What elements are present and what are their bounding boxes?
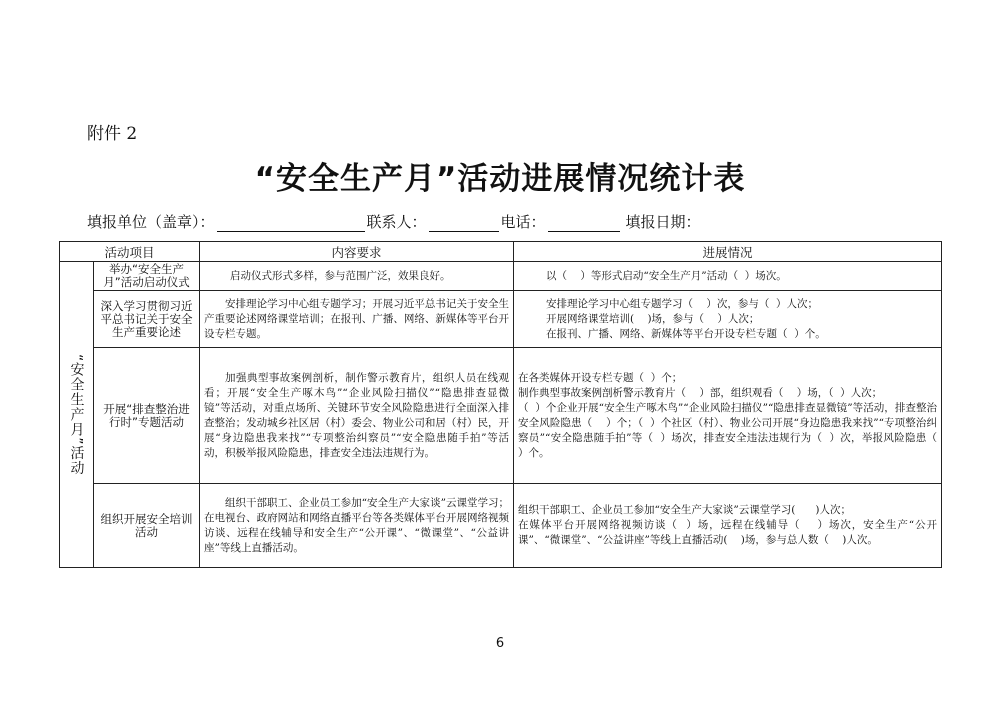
- progress-cell: 在各类媒体开设专栏专题（ ）个； 制作典型事故案例剖析警示教育片（ ）部，组织观看（ ）场，（ ）人次； （ ）个企业开展“安全生产啄木鸟”“企业风险扫描仪”“隐患排查显微镜”等活动，排查整治安全风险隐患（ ）个；（ ）个社区（村）、物业公司开展“身边隐患我来找”“专项整治纠察员”“安全隐患随手拍”等（ ）场次，排查安全违法违规行为（ ）次，举报风险隐患（ ）个。: [514, 348, 942, 484]
- date-label: 填报日期：: [625, 213, 701, 231]
- attachment-label: 附件 2: [87, 124, 138, 144]
- unit-label: 填报单位（盖章）：: [87, 213, 215, 231]
- page-title: “安全生产月”活动进展情况统计表: [254, 161, 746, 197]
- progress-cell: 组织干部职工、企业员工参加“安全生产大家谈”云课堂学习( )人次； 在媒体平台开展网络视频访谈（ ）场，远程在线辅导（ ）场次，安全生产“公开课”、“微课堂”、“公益讲座”等线上直播活动( )场，参与总人数（ )人次。: [514, 484, 942, 568]
- requirement-cell: 启动仪式形式多样，参与范围广泛，效果良好。: [200, 262, 514, 291]
- header-row: [60, 242, 942, 262]
- requirement-cell: 加强典型事故案例剖析，制作警示教育片，组织人员在线观看；开展“安全生产啄木鸟”“企业风险扫描仪”“隐患排查显微镜”等活动，对重点场所、关键环节安全风险隐患进行全面深入排查整治；发动城乡社区居（村）委会、物业公司和居（村）民，开展“身边隐患我来找”“专项整治纠察员”“安全隐患随手拍”等活动，积极举报风险隐患，排查安全违法违规行为。: [200, 348, 514, 484]
- progress-cell: 安排理论学习中心组专题学习（ ）次，参与（ ）人次； 开展网络课堂培训( )场，参与（ ）人次； 在报刊、广播、网络、新媒体等平台开设专栏专题（ ）个。: [514, 291, 942, 348]
- item-cell: 深入学习贯彻习近平总书记关于安全生产重要论述: [94, 291, 200, 348]
- header-progress: 进展情况: [514, 242, 942, 262]
- table-row: [60, 262, 942, 291]
- contact-blank: [429, 215, 499, 232]
- phone-blank: [548, 215, 620, 232]
- unit-blank: [217, 215, 365, 232]
- contact-label: 联系人：: [366, 213, 427, 231]
- category-cell: [60, 262, 94, 568]
- item-cell: 开展“排查整治进行时”专题活动: [94, 348, 200, 484]
- page-number: 6: [495, 636, 505, 651]
- progress-cell: 以（ ）等形式启动“安全生产月”活动（ ）场次。: [514, 262, 942, 291]
- fill-in-row: [87, 211, 701, 232]
- statistics-table: [59, 241, 942, 568]
- requirement-cell: 组织干部职工、企业员工参加“安全生产大家谈”云课堂学习；在电视台、政府网站和网络直播平台等各类媒体平台开展网络视频访谈、远程在线辅导和安全生产“公开课”、“微课堂”、“公益讲座”等线上直播活动。: [200, 484, 514, 568]
- table-row: [60, 348, 942, 484]
- table-row: [60, 484, 942, 568]
- item-cell: 举办“安全生产月”活动启动仪式: [94, 262, 200, 291]
- item-cell: 组织开展安全培训活动: [94, 484, 200, 568]
- requirement-cell: 安排理论学习中心组专题学习；开展习近平总书记关于安全生产重要论述网络课堂培训；在报刊、广播、网络、新媒体等平台开设专栏专题。: [200, 291, 514, 348]
- phone-label: 电话：: [500, 213, 546, 231]
- header-requirement: 内容要求: [200, 242, 514, 262]
- category-label: “安全生产月”活动: [68, 353, 85, 476]
- header-activity-item: 活动项目: [60, 242, 200, 262]
- table-row: [60, 291, 942, 348]
